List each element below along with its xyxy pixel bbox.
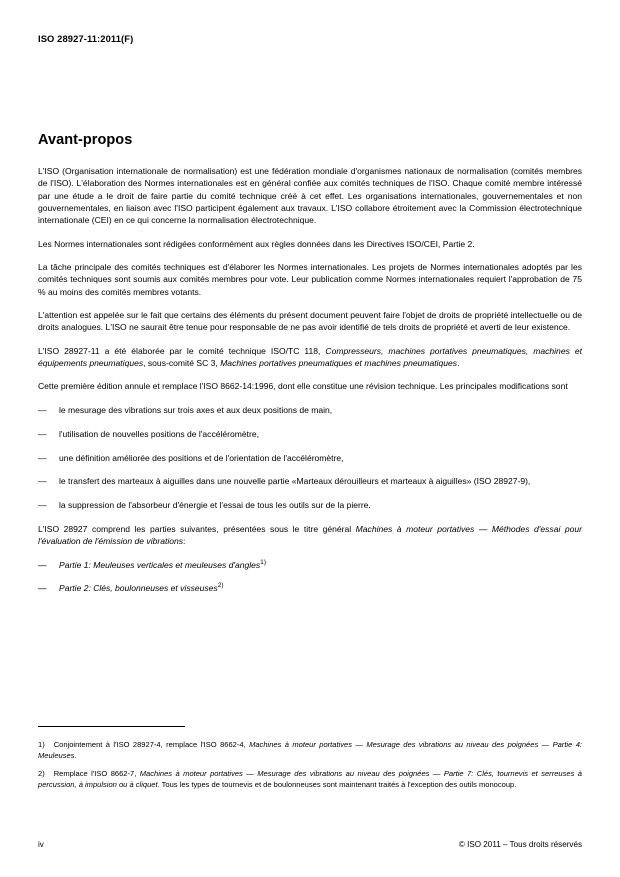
- subcommittee-name-italic: Machines portatives pneumatiques et machines pneumatiques: [220, 358, 458, 369]
- footnote-entry: [38, 769, 582, 790]
- parts-intro-lead: L'ISO 28927 comprend les parties suivantes, présentées sous le titre général: [38, 524, 356, 535]
- paragraph-approval-process: La tâche principale des comités techniques est d'élaborer les Normes internationales. Les projets de Normes internationales adoptés par les comités techniques sont soumis aux comités membres pour vote. Leur publication comme Normes internationales requiert l'approbation de 75 % au moins des comités membres votants.: [38, 262, 582, 297]
- general-title-italic: Machines à moteur portatives — Méthodes d'essai pour l'évaluation de l'émission de vibrations: [38, 524, 582, 547]
- page-footer: [38, 840, 582, 849]
- list-item: [38, 404, 582, 416]
- footnotes-area: [38, 740, 582, 798]
- list-item-text: le transfert des marteaux à aiguilles dans une nouvelle partie «Marteaux dérouilleurs et marteaux à aiguilles» (ISO 28927-9),: [59, 476, 531, 487]
- tc-text-tail: .: [457, 358, 460, 369]
- footnote-separator-rule: [38, 726, 185, 727]
- document-body: [38, 132, 582, 605]
- running-header: [38, 33, 582, 44]
- paragraph-patent-rights: L'attention est appelée sur le fait que certains des éléments du présent document peuvent faire l'objet de droits de propriété intellectuelle ou de droits analogues. L'ISO ne saurait être tenue pour responsable de ne pas avoir identifié de tels droits de propriété et averti de leur existence.: [38, 310, 582, 333]
- list-item: [38, 582, 582, 594]
- part-title: Partie 2: Clés, boulonneuses et visseuses: [59, 583, 218, 594]
- paragraph-directives: Les Normes internationales sont rédigées conformément aux règles données dans les Directives ISO/CEI, Partie 2.: [38, 238, 475, 249]
- footnote-text-lead: Remplace l'ISO 8662-7,: [53, 769, 140, 779]
- list-item: [38, 499, 582, 511]
- list-item: [38, 452, 582, 464]
- tc-name-italic: Compresseurs, machines portatives pneumatiques, machines et équipements pneumatiques: [38, 345, 582, 369]
- paragraph-parts-intro: [38, 523, 582, 548]
- list-item-text: l'utilisation de nouvelles positions de l'accéléromètre,: [59, 428, 259, 439]
- changes-list: [38, 404, 582, 512]
- parts-list: [38, 559, 582, 595]
- em-dash-marker: —: [38, 428, 47, 439]
- list-item: [38, 475, 582, 487]
- list-item-text: la suppression de l'absorbeur d'énergie et l'essai de tous les outils sur de la pierre.: [59, 500, 371, 511]
- em-dash-marker: —: [38, 476, 47, 487]
- em-dash-marker: —: [38, 452, 47, 463]
- footnote-marker[interactable]: 2): [217, 582, 224, 590]
- paragraph-technical-committee: [38, 345, 582, 370]
- footnote-text-tail: . Tous les types de tournevis et de boulonneuses sont maintenant traités à l'exception des outils monocoup.: [157, 779, 517, 789]
- changes-list-items: [38, 404, 582, 512]
- part-title: Partie 1: Meuleuses verticales et meuleuses d'angles: [59, 559, 261, 570]
- standard-reference: ISO 28927-11:2011(F): [38, 33, 134, 44]
- footnote-text-lead: Conjointement à l'ISO 28927-4, remplace l'ISO 8662-4,: [53, 740, 250, 749]
- em-dash-marker: —: [38, 583, 47, 594]
- em-dash-marker: —: [38, 404, 47, 415]
- em-dash-marker: —: [38, 500, 47, 511]
- parts-intro-tail: :: [183, 536, 186, 547]
- list-item-text: une définition améliorée des positions et de l'orientation de l'accéléromètre,: [59, 452, 344, 463]
- paragraph-revision-notice: Cette première édition annule et remplace l'ISO 8662-14:1996, dont elle constitue une révision technique. Les principales modifications sont: [38, 381, 568, 392]
- tc-text-lead: L'ISO 28927-11 a été élaborée par le comité technique ISO/TC 118,: [38, 345, 326, 356]
- list-item: [38, 559, 582, 571]
- page-title: Avant-propos: [38, 132, 133, 148]
- footnote-title-italic: Machines à moteur portatives — Mesurage des vibrations au niveau des poignées — Partie 4: Meuleuses: [38, 740, 582, 760]
- list-item-text: le mesurage des vibrations sur trois axes et aux deux positions de main,: [59, 404, 333, 415]
- footnote-text-tail: .: [74, 750, 77, 760]
- tc-text-mid: , sous-comité SC 3,: [143, 358, 221, 369]
- page-number: iv: [38, 840, 44, 849]
- copyright-notice: © ISO 2011 – Tous droits réservés: [458, 840, 582, 849]
- list-item: [38, 428, 582, 440]
- footnote-marker[interactable]: 1): [260, 558, 267, 566]
- footnote-entry: [38, 740, 582, 761]
- parts-list-items: [38, 559, 582, 595]
- footnote-number: 1): [38, 740, 45, 749]
- footnote-title-italic: Machines à moteur portatives — Mesurage des vibrations au niveau des poignées — Partie 7: Clés, tournevis et serreuses à percussion, à impulsion ou à cliquet: [38, 769, 582, 789]
- paragraph-iso-description: L'ISO (Organisation internationale de normalisation) est une fédération mondiale d'organismes nationaux de normalisation (comités membres de l'ISO). L'élaboration des Normes internationales est en général confiée aux comités techniques de l'ISO. Chaque comité membre intéressé par une étude a le droit de faire partie du comité technique créé à cet effet. Les organisations internationales, gouvernementales et non gouvernementales, en liaison avec l'ISO participent également aux travaux. L'ISO collabore étroitement avec la Commission électrotechnique internationale (CEI) en ce qui concerne la normalisation électrotechnique.: [38, 166, 582, 226]
- em-dash-marker: —: [38, 559, 47, 570]
- footnote-number: 2): [38, 769, 45, 779]
